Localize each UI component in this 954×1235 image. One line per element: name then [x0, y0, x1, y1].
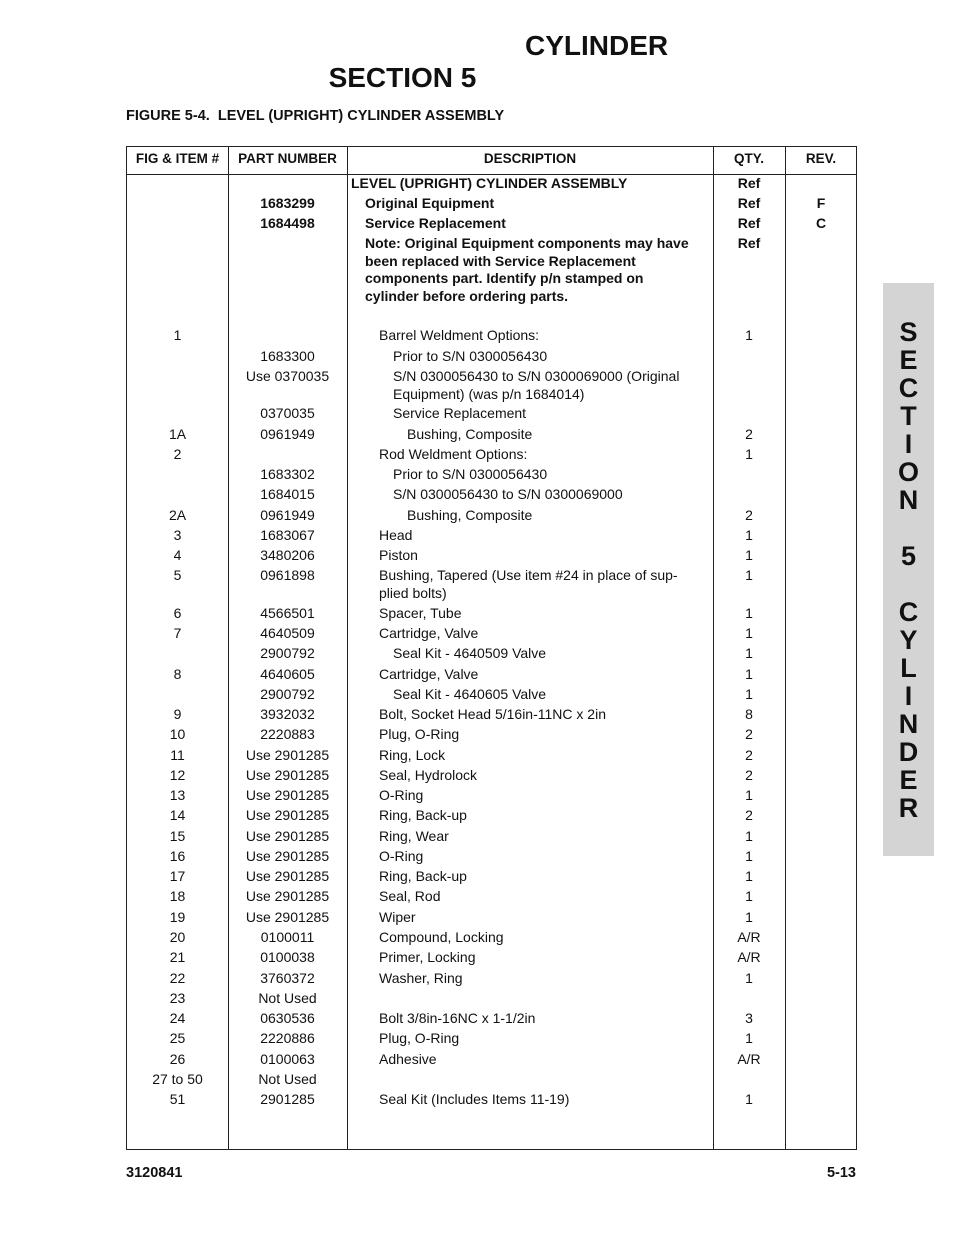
qty-cell: 2 — [745, 747, 753, 763]
fig-item-cell: 10 — [169, 726, 186, 742]
tab-letter: N — [898, 485, 919, 515]
qty-cell: 1 — [745, 527, 753, 543]
fig-item-cell: 1 — [173, 327, 182, 343]
rev-cell: C — [815, 215, 827, 231]
fig-item-cell: 27 to 50 — [152, 1071, 203, 1087]
description-cell: Prior to S/N 0300056430 — [393, 348, 548, 364]
section-name: CYLINDER — [525, 30, 669, 61]
fig-item-cell: 20 — [169, 929, 186, 945]
description-cell: Service Replacement — [365, 215, 506, 231]
description-cell: Head — [379, 527, 413, 543]
fig-item-cell: 2A — [168, 507, 187, 523]
document-number: 3120841 — [126, 1165, 183, 1181]
qty-cell: 2 — [745, 767, 753, 783]
qty-cell: 1 — [745, 970, 753, 986]
qty-cell: 2 — [745, 807, 753, 823]
qty-cell: 1 — [745, 1030, 753, 1046]
fig-item-cell: 22 — [169, 970, 186, 986]
figure-title: FIGURE 5-4. LEVEL (UPRIGHT) CYLINDER ASSEMBLY — [126, 108, 505, 124]
part-number-cell: 0100038 — [260, 949, 315, 965]
page-number: 5-13 — [826, 1165, 856, 1181]
tab-letter: Y — [899, 625, 918, 655]
description-cell: LEVEL (UPRIGHT) CYLINDER ASSEMBLY — [351, 175, 628, 191]
qty-cell: 2 — [745, 426, 753, 442]
part-number-cell: 2900792 — [260, 645, 315, 661]
tab-letter: L — [900, 653, 917, 683]
description-cell: Ring, Lock — [379, 747, 446, 763]
qty-cell: 1 — [745, 868, 753, 884]
qty-cell: 1 — [745, 547, 753, 563]
qty-cell: 2 — [745, 726, 753, 742]
part-number-cell: 1683067 — [260, 527, 315, 543]
description-cell: Bushing, Composite — [407, 426, 533, 442]
fig-item-cell: 5 — [173, 567, 182, 583]
description-cell: Primer, Locking — [379, 949, 476, 965]
part-number-cell: 1683302 — [260, 466, 315, 482]
qty-cell: 1 — [745, 625, 753, 641]
fig-item-cell: 51 — [169, 1091, 186, 1107]
description-cell: Ring, Wear — [379, 828, 449, 844]
part-number-cell: 0370035 — [260, 405, 315, 421]
description-cell: Seal, Hydrolock — [379, 767, 478, 783]
tab-letter: I — [904, 429, 913, 459]
fig-item-cell: 24 — [169, 1010, 186, 1026]
tab-letter: C — [898, 597, 919, 627]
part-number-cell: 1683299 — [260, 195, 315, 211]
tab-letter: I — [904, 681, 913, 711]
fig-item-cell: 2 — [173, 446, 182, 462]
part-number-cell: 3480206 — [260, 547, 315, 563]
part-number-cell: 2901285 — [260, 1091, 315, 1107]
part-number-cell: 1684498 — [260, 215, 315, 231]
part-number-cell: Use 0370035 — [245, 368, 330, 384]
qty-cell: 1 — [745, 888, 753, 904]
description-cell: Cartridge, Valve — [379, 666, 479, 682]
part-number-cell: 0961898 — [260, 567, 315, 583]
part-number-cell: 1683300 — [260, 348, 315, 364]
fig-item-cell: 8 — [173, 666, 182, 682]
tab-letter: E — [899, 345, 918, 375]
fig-item-cell: 17 — [169, 868, 186, 884]
part-number-cell: 0961949 — [260, 426, 315, 442]
description-cell: Bushing, Tapered (Use item #24 in place of sup-plied bolts) — [379, 567, 678, 601]
part-number-cell: Use 2901285 — [245, 807, 330, 823]
fig-item-cell: 9 — [173, 706, 182, 722]
tab-letter: C — [898, 373, 919, 403]
part-number-cell: 1684015 — [260, 486, 315, 502]
part-number-cell: 2220883 — [260, 726, 315, 742]
description-cell: Plug, O-Ring — [379, 726, 460, 742]
description-cell: Barrel Weldment Options: — [379, 327, 540, 343]
qty-cell: Ref — [737, 235, 761, 251]
part-number-cell: Not Used — [258, 1071, 317, 1087]
description-cell: O-Ring — [379, 787, 424, 803]
part-number-cell: 3760372 — [260, 970, 315, 986]
description-cell: Ring, Back-up — [379, 807, 467, 823]
description-cell: Seal Kit - 4640605 Valve — [393, 686, 547, 702]
fig-item-cell: 11 — [170, 747, 185, 763]
qty-cell: 1 — [745, 567, 753, 583]
qty-cell: Ref — [737, 215, 761, 231]
description-cell: Bushing, Composite — [407, 507, 533, 523]
part-number-cell: Use 2901285 — [245, 767, 330, 783]
qty-cell: 1 — [745, 848, 753, 864]
qty-cell: 8 — [745, 706, 753, 722]
qty-cell: A/R — [737, 949, 761, 965]
description-cell: Seal Kit - 4640509 Valve — [393, 645, 547, 661]
qty-cell: 1 — [745, 645, 753, 661]
tab-letter: 5 — [900, 541, 917, 571]
qty-cell: 1 — [745, 666, 753, 682]
description-cell: Service Replacement — [393, 405, 527, 421]
part-number-cell: Use 2901285 — [245, 747, 330, 763]
fig-item-cell: 3 — [173, 527, 182, 543]
qty-cell: 3 — [745, 1010, 753, 1026]
description-cell: Washer, Ring — [379, 970, 463, 986]
part-number-cell: 0961949 — [260, 507, 315, 523]
col-header-rev: REV. — [805, 151, 837, 166]
description-cell: S/N 0300056430 to S/N 0300069000 (Original Equipment) (was p/n 1684014) — [393, 368, 680, 402]
fig-item-cell: 7 — [173, 625, 182, 641]
qty-cell: 1 — [745, 327, 753, 343]
qty-cell: 1 — [745, 686, 753, 702]
part-number-cell: 4640605 — [260, 666, 315, 682]
qty-cell: 1 — [745, 1091, 753, 1107]
description-cell: Compound, Locking — [379, 929, 504, 945]
fig-item-cell: 15 — [169, 828, 186, 844]
fig-item-cell: 21 — [169, 949, 186, 965]
part-number-cell: Use 2901285 — [245, 787, 330, 803]
description-cell: Cartridge, Valve — [379, 625, 479, 641]
description-cell: Bolt, Socket Head 5/16in-11NC x 2in — [379, 706, 606, 722]
part-number-cell: 0100011 — [260, 929, 315, 945]
section-label: SECTION 5 — [328, 62, 477, 93]
tab-letter: T — [900, 401, 917, 431]
qty-cell: 1 — [745, 828, 753, 844]
qty-cell: Ref — [737, 175, 761, 191]
part-number-cell: 2220886 — [260, 1030, 315, 1046]
qty-cell: 1 — [745, 605, 753, 621]
parts-table — [126, 146, 857, 1150]
tab-letter: O — [897, 457, 919, 487]
part-number-cell: 0630536 — [260, 1010, 315, 1026]
qty-cell: 2 — [745, 507, 753, 523]
description-cell: Spacer, Tube — [379, 605, 462, 621]
part-number-cell: Use 2901285 — [245, 868, 330, 884]
tab-letter: E — [899, 765, 918, 795]
qty-cell: Ref — [737, 195, 761, 211]
description-cell: Seal, Rod — [379, 888, 441, 904]
part-number-cell: Use 2901285 — [245, 909, 330, 925]
part-number-cell: 0100063 — [260, 1051, 315, 1067]
fig-item-cell: 18 — [169, 888, 186, 904]
col-header-description: DESCRIPTION — [483, 151, 577, 166]
description-cell: Ring, Back-up — [379, 868, 467, 884]
part-number-cell: Use 2901285 — [245, 848, 330, 864]
description-cell: Note: Original Equipment components may have been replaced with Service Replacement components part. Identify p/n stamped on cylinder before ordering parts. — [365, 235, 689, 304]
col-header-qty: QTY. — [733, 151, 764, 166]
description-cell: O-Ring — [379, 848, 424, 864]
fig-item-cell: 1A — [168, 426, 187, 442]
description-cell: Wiper — [379, 909, 416, 925]
part-number-cell: Use 2901285 — [245, 828, 330, 844]
tab-letter: R — [898, 793, 919, 823]
qty-cell: 1 — [745, 446, 753, 462]
fig-item-cell: 23 — [169, 990, 186, 1006]
part-number-cell: 4640509 — [260, 625, 315, 641]
part-number-cell: 4566501 — [260, 605, 315, 621]
fig-item-cell: 16 — [169, 848, 186, 864]
column-divider — [347, 147, 348, 1149]
column-divider — [785, 147, 786, 1149]
description-cell: Piston — [379, 547, 418, 563]
section-tab — [883, 283, 934, 856]
qty-cell: A/R — [737, 1051, 761, 1067]
description-cell: Adhesive — [379, 1051, 437, 1067]
description-cell: Original Equipment — [365, 195, 495, 211]
description-cell: Plug, O-Ring — [379, 1030, 460, 1046]
rev-cell: F — [816, 195, 826, 211]
part-number-cell: Not Used — [258, 990, 317, 1006]
tab-letter: D — [898, 737, 919, 767]
fig-item-cell: 4 — [173, 547, 182, 563]
description-cell: Rod Weldment Options: — [379, 446, 528, 462]
fig-item-cell: 25 — [169, 1030, 186, 1046]
description-cell: Seal Kit (Includes Items 11-19) — [379, 1091, 570, 1107]
tab-letter: N — [898, 709, 919, 739]
fig-item-cell: 13 — [169, 787, 186, 803]
col-header-part: PART NUMBER — [238, 151, 337, 166]
fig-item-cell: 12 — [169, 767, 186, 783]
tab-letter: S — [899, 317, 918, 347]
fig-item-cell: 14 — [169, 807, 186, 823]
col-header-fig: FIG & ITEM # — [135, 151, 220, 166]
fig-item-cell: 19 — [169, 909, 186, 925]
qty-cell: 1 — [745, 787, 753, 803]
description-cell: S/N 0300056430 to S/N 0300069000 — [393, 486, 623, 502]
description-cell: Prior to S/N 0300056430 — [393, 466, 548, 482]
description-cell: Bolt 3/8in-16NC x 1-1/2in — [379, 1010, 536, 1026]
part-number-cell: 3932032 — [260, 706, 315, 722]
qty-cell: 1 — [745, 909, 753, 925]
fig-item-cell: 6 — [173, 605, 182, 621]
part-number-cell: Use 2901285 — [245, 888, 330, 904]
qty-cell: A/R — [737, 929, 761, 945]
fig-item-cell: 26 — [169, 1051, 186, 1067]
part-number-cell: 2900792 — [260, 686, 315, 702]
